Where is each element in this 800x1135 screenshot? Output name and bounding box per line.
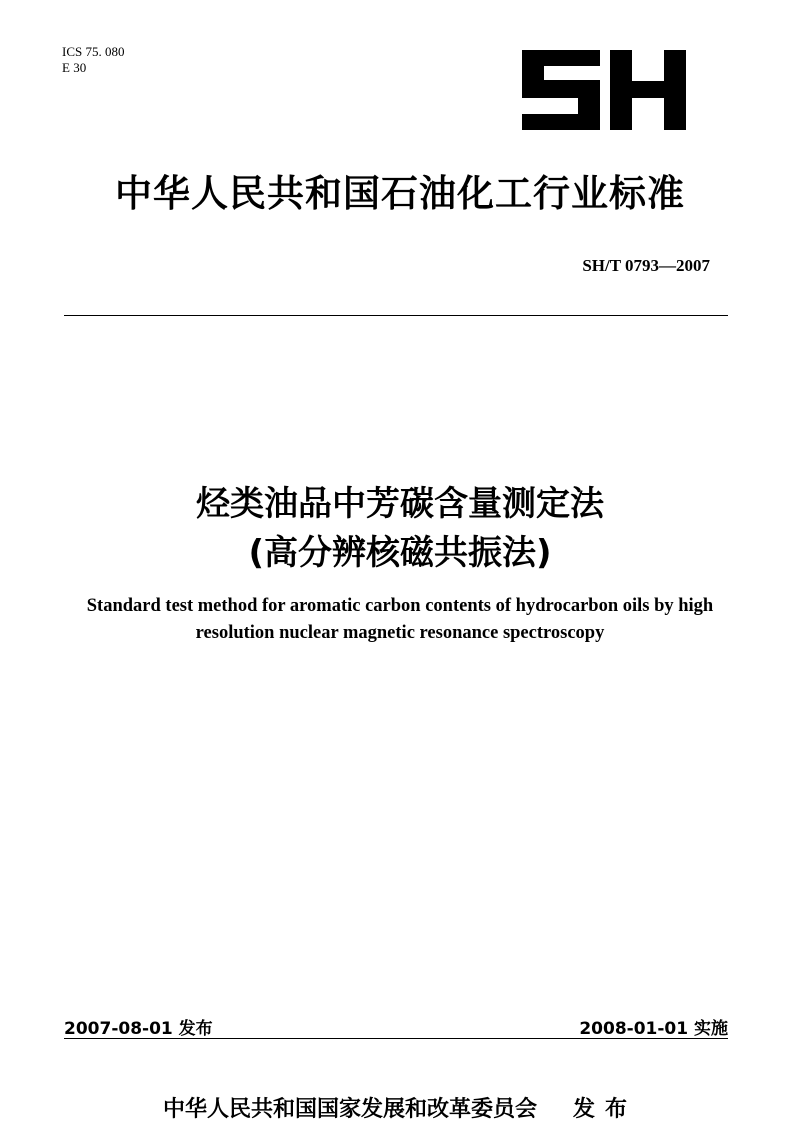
english-title-line2: resolution nuclear magnetic resonance spectroscopy: [195, 623, 605, 643]
issuer-action: 发布: [573, 1097, 638, 1122]
chinese-title-line2: (高分辨核磁共振法): [248, 533, 552, 573]
issuing-authority: [0, 1092, 800, 1123]
publish-date: 2007-08-01 发布: [64, 1019, 213, 1039]
implement-date: 2008-01-01 实施: [579, 1019, 728, 1039]
chinese-title-line1: 烃类油品中芳碳含量测定法: [196, 484, 604, 524]
issuer-name: 中华人民共和国国家发展和改革委员会: [162, 1097, 537, 1122]
classification-codes: [62, 44, 124, 76]
class-code: E 30: [62, 60, 87, 75]
sh-logo: [522, 50, 686, 130]
standard-number: SH/T 0793—2007: [582, 256, 710, 275]
bottom-divider: [64, 1038, 728, 1039]
top-divider: [64, 315, 728, 316]
english-title-line1: Standard test method for aromatic carbon contents of hydrocarbon oils by high: [86, 596, 714, 616]
english-title: [30, 593, 770, 647]
ics-code: ICS 75. 080: [62, 44, 125, 59]
industry-standard-title: 中华人民共和国石油化工行业标准: [115, 172, 685, 215]
